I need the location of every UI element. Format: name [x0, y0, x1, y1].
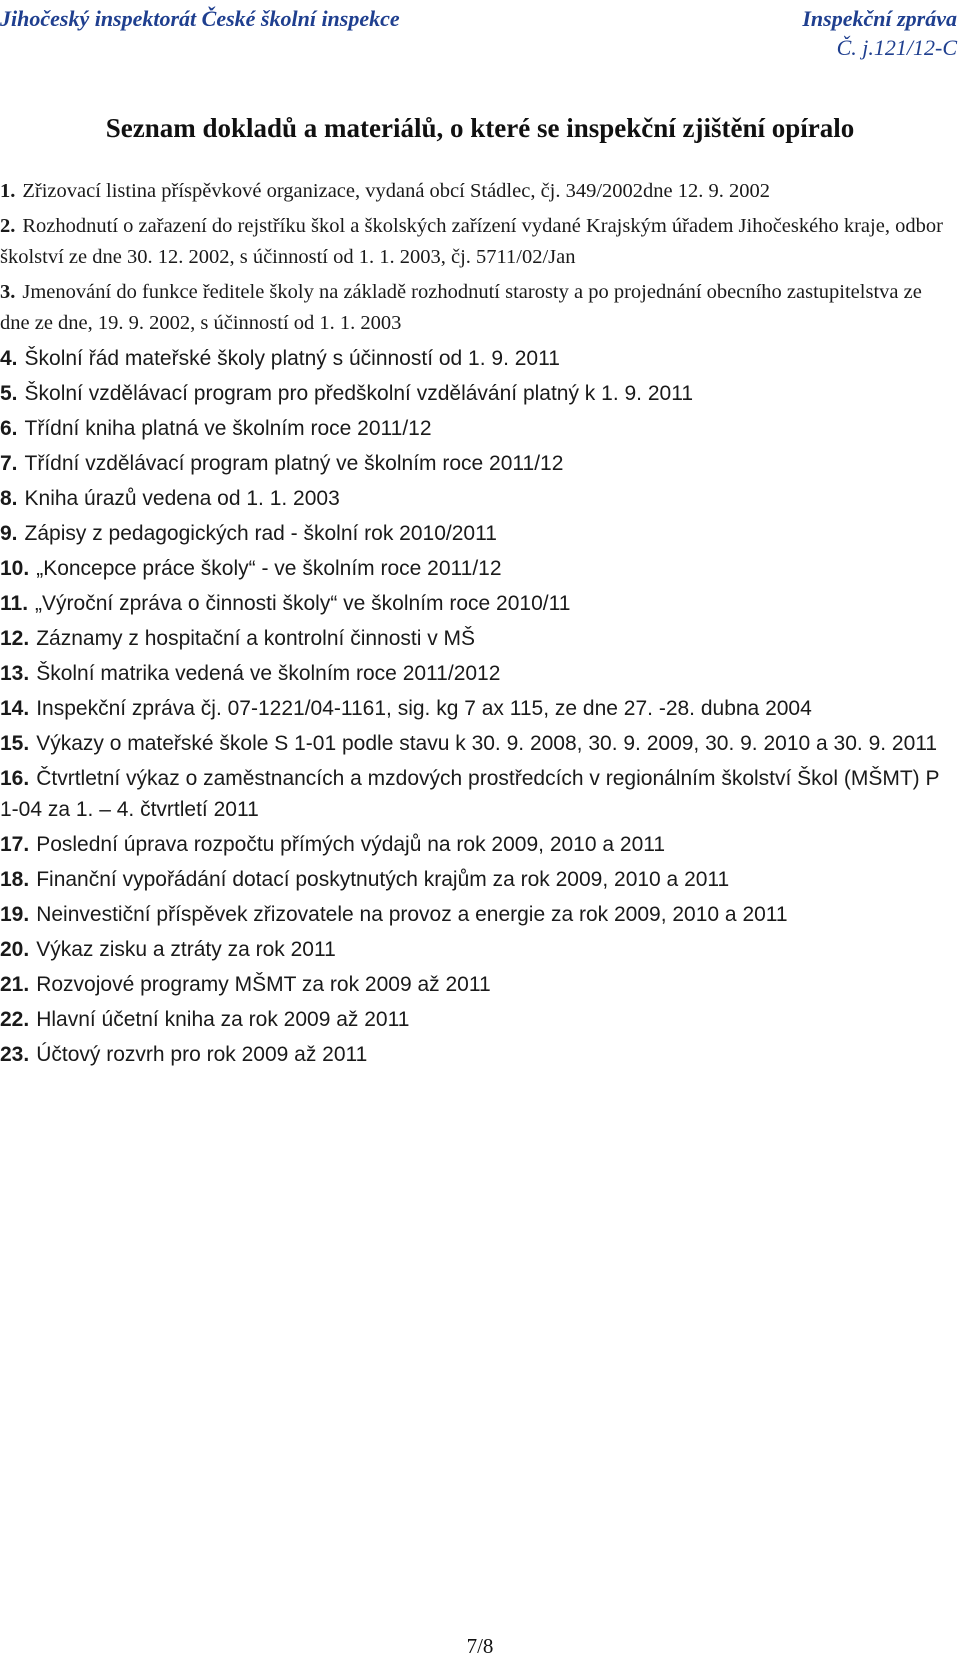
document-list-item [0, 553, 955, 584]
document-list-item [0, 829, 955, 860]
document-list-item [0, 176, 955, 207]
item-text: Zápisy z pedagogických rad - školní rok 2010/2011 [24, 522, 497, 545]
item-text: Rozvojové programy MŠMT za rok 2009 až 2011 [36, 973, 491, 996]
item-number: 22. [0, 1008, 30, 1031]
item-text: Jmenování do funkce ředitele školy na základě rozhodnutí starosty a po projednání obecního zastupitelstva ze dne ze dne, 19. 9. 2002, s účinností od 1. 1. 2003 [0, 281, 922, 334]
item-text: Finanční vypořádání dotací poskytnutých krajům za rok 2009, 2010 a 2011 [36, 868, 730, 891]
document-list-item [0, 518, 955, 549]
document-list-item [0, 413, 955, 444]
page-header [0, 6, 960, 66]
item-text: Třídní kniha platná ve školním roce 2011/12 [24, 417, 432, 440]
item-text: Inspekční zpráva čj. 07-1221/04-1161, sig. kg 7 ax 115, ze dne 27. -28. dubna 2004 [36, 697, 812, 720]
document-list-item [0, 1039, 955, 1070]
report-type: Inspekční zpráva [802, 6, 957, 31]
item-text: Záznamy z hospitační a kontrolní činnosti v MŠ [36, 627, 476, 650]
item-text: Zřizovací listina příspěvkové organizace, vydaná obcí Stádlec, čj. 349/2002dne 12. 9. 2002 [22, 180, 771, 202]
document-list-item [0, 969, 955, 1000]
item-text: Rozhodnutí o zařazení do rejstříku škol a školských zařízení vydané Krajským úřadem Jihočeského kraje, odbor školství ze dne 30. 12. 2002, s účinností od 1. 1. 2003, čj. 5711/02/Jan [0, 215, 943, 268]
reference-number: Č. j.121/12-C [836, 35, 957, 60]
item-number: 16. [0, 767, 30, 790]
document-list-item [0, 343, 955, 374]
item-text: Účtový rozvrh pro rok 2009 až 2011 [36, 1043, 368, 1066]
item-number: 12. [0, 627, 30, 650]
item-number: 23. [0, 1043, 30, 1066]
document-list-item [0, 864, 955, 895]
item-text: „Výroční zpráva o činnosti školy“ ve školním roce 2010/11 [35, 592, 571, 615]
item-number: 20. [0, 938, 30, 961]
item-number: 4. [0, 347, 18, 370]
document-list-item [0, 277, 955, 339]
item-number: 14. [0, 697, 30, 720]
item-number: 7. [0, 452, 18, 475]
document-list-item [0, 934, 955, 965]
document-list-item [0, 211, 955, 273]
item-number: 2. [0, 215, 16, 237]
inspectorate-name: Jihočeský inspektorát České školní inspekce [0, 6, 400, 31]
document-list-item [0, 1004, 955, 1035]
item-text: Školní řád mateřské školy platný s účinností od 1. 9. 2011 [24, 347, 560, 370]
document-list-item [0, 378, 955, 409]
document-list-item [0, 899, 955, 930]
item-text: Neinvestiční příspěvek zřizovatele na provoz a energie za rok 2009, 2010 a 2011 [36, 903, 788, 926]
item-number: 8. [0, 487, 18, 510]
item-text: Školní matrika vedená ve školním roce 2011/2012 [36, 662, 501, 685]
item-text: Hlavní účetní kniha za rok 2009 až 2011 [36, 1008, 410, 1031]
item-number: 13. [0, 662, 30, 685]
item-text: Výkazy o mateřské škole S 1-01 podle stavu k 30. 9. 2008, 30. 9. 2009, 30. 9. 2010 a 30. 9. 2011 [36, 732, 938, 755]
item-number: 1. [0, 180, 16, 202]
document-list [0, 176, 955, 1074]
item-text: Školní vzdělávací program pro předškolní vzdělávání platný k 1. 9. 2011 [24, 382, 693, 405]
item-number: 17. [0, 833, 30, 856]
item-number: 11. [0, 592, 29, 615]
item-number: 9. [0, 522, 18, 545]
item-number: 18. [0, 868, 30, 891]
document-list-item [0, 483, 955, 514]
item-text: Poslední úprava rozpočtu přímých výdajů na rok 2009, 2010 a 2011 [36, 833, 666, 856]
document-list-item [0, 693, 955, 724]
item-number: 6. [0, 417, 18, 440]
document-list-item [0, 448, 955, 479]
item-text: Kniha úrazů vedena od 1. 1. 2003 [24, 487, 340, 510]
item-text: „Koncepce práce školy“ - ve školním roce 2011/12 [36, 557, 502, 580]
item-text: Čtvrtletní výkaz o zaměstnancích a mzdových prostředcích v regionálním školství Škol (MŠMT) P 1-04 za 1. – 4. čtvrtletí 2011 [0, 767, 940, 821]
item-number: 10. [0, 557, 30, 580]
document-list-item [0, 623, 955, 654]
item-number: 21. [0, 973, 30, 996]
document-list-item [0, 728, 955, 759]
document-list-item [0, 658, 955, 689]
item-number: 15. [0, 732, 30, 755]
item-number: 3. [0, 281, 16, 303]
item-number: 5. [0, 382, 18, 405]
item-text: Třídní vzdělávací program platný ve školním roce 2011/12 [24, 452, 564, 475]
page-number: 7/8 [466, 1634, 494, 1658]
document-list-item [0, 588, 955, 619]
item-text: Výkaz zisku a ztráty za rok 2011 [36, 938, 336, 961]
document-list-item [0, 763, 955, 825]
item-number: 19. [0, 903, 30, 926]
section-title: Seznam dokladů a materiálů, o které se inspekční zjištění opíralo [105, 113, 855, 143]
